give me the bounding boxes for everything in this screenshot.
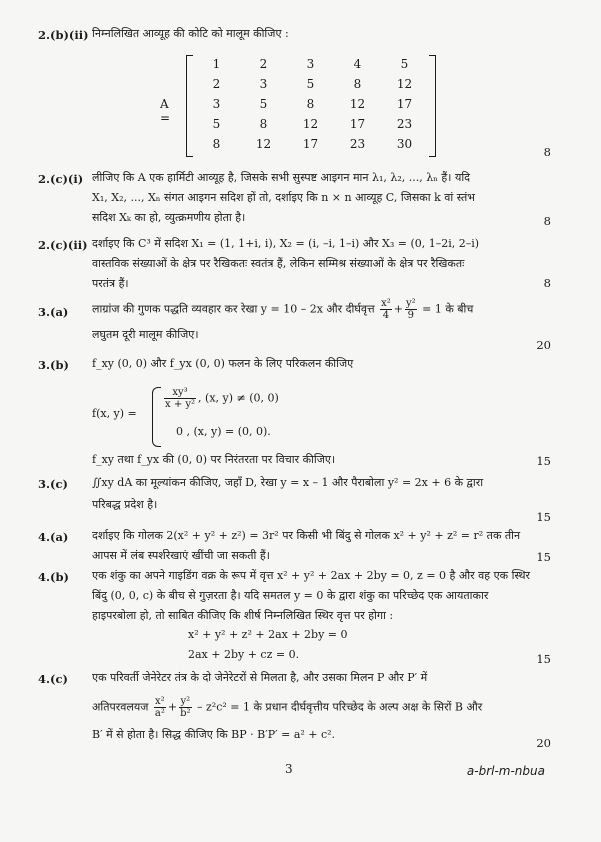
text-line: लघुतम दूरी मालूम कीजिए। [92, 328, 199, 341]
matrix-cell: 12 [302, 117, 319, 131]
matrix-cell: 1 [212, 57, 221, 71]
fraction [380, 298, 392, 321]
question-text [92, 168, 551, 228]
question-number: 3.(a) [38, 305, 69, 319]
right-bracket [429, 55, 436, 157]
text-line: हाइपरबोला हो, तो साबित कीजिए कि शीर्ष निम्नलिखित स्थिर वृत्त पर होगा : [92, 609, 394, 622]
question-text [92, 526, 551, 566]
question-number: 3.(b) [38, 358, 69, 372]
matrix-cell: 4 [353, 57, 362, 71]
question-number: 2.(c)(ii) [38, 238, 88, 252]
text-line: B′ में से होता है। सिद्ध कीजिए कि BP · B′P′ = a² + c². [92, 728, 336, 741]
text-span: = 1 के बीच [422, 302, 474, 316]
marks: 8 [543, 214, 551, 228]
matrix-cell: 17 [396, 97, 413, 111]
marks: 15 [536, 550, 551, 564]
question-text [92, 234, 551, 294]
brace [152, 387, 161, 447]
matrix-cell: 12 [255, 137, 272, 151]
numerator: y² [180, 696, 191, 707]
matrix-cell: 12 [349, 97, 366, 111]
matrix-cell: 5 [306, 77, 315, 91]
matrix-cell: 8 [212, 137, 221, 151]
numerator: x² [155, 696, 165, 707]
question-text [92, 473, 551, 515]
matrix-cell: 3 [306, 57, 315, 71]
page-number: 3 [285, 762, 293, 776]
case-2: 0 , (x, y) = (0, 0). [176, 425, 271, 438]
matrix-cell: 5 [212, 117, 221, 131]
text-line: परिबद्ध प्रदेश है। [92, 498, 158, 511]
text-line: दर्शाइए कि गोलक 2(x² + y² + z²) = 3r² पर किसी भी बिंदु से गोलक x² + y² + z² = r² तक तीन [92, 529, 521, 542]
marks: 8 [543, 276, 551, 290]
question-text: f_xy तथा f_yx की (0, 0) पर निरंतरता पर विचार कीजिए। [92, 453, 336, 466]
matrix-cell: 3 [212, 97, 221, 111]
matrix-cell: 2 [259, 57, 268, 71]
question-number: 3.(c) [38, 477, 68, 491]
matrix-cell: 12 [396, 77, 413, 91]
text-line: दर्शाइए कि C³ में सदिश X₁ = (1, 1+i, i), X₂ = (i, –i, 1–i) और X₃ = (0, 1–2i, 2–i) [92, 237, 480, 250]
marks: 15 [536, 454, 551, 468]
text-line: वास्तविक संख्याओं के क्षेत्र पर रैखिकतः स्वतंत्र हैं, लेकिन सम्मिश्र संख्याओं के क्षेत्र पर रैखिकतः [92, 257, 465, 270]
condition: , (x, y) ≠ (0, 0) [198, 391, 279, 405]
question-number: 2.(c)(i) [38, 172, 84, 186]
text-line: एक परिवर्ती जेनेरेटर तंत्र के दो जेनेरेटरों से मिलता है, और उसका मिलन P और P′ में [92, 671, 428, 684]
case-1 [162, 387, 279, 410]
matrix-cell: 17 [302, 137, 319, 151]
denominator: x + y² [165, 399, 196, 410]
matrix-cell: 3 [259, 77, 268, 91]
text-line: परतंत्र हैं। [92, 277, 129, 290]
matrix-cell: 5 [400, 57, 409, 71]
denominator: a² [154, 708, 165, 719]
matrix-cell: 8 [306, 97, 315, 111]
marks: 8 [543, 145, 551, 159]
question-number: 2.(b)(ii) [38, 28, 89, 42]
matrix-cell: 8 [259, 117, 268, 131]
equation: 2ax + 2by + cz = 0. [188, 648, 300, 661]
text-span: लाग्रांज की गुणक पद्धति व्यवहार कर रेखा y = 10 – 2x और दीर्घवृत्त [92, 302, 375, 316]
fraction [405, 298, 417, 321]
question-text [92, 298, 551, 345]
question-number: 4.(b) [38, 570, 69, 584]
matrix-cell: 8 [353, 77, 362, 91]
matrix-cell: 2 [212, 77, 221, 91]
marks: 15 [536, 652, 551, 666]
marks: 20 [536, 338, 551, 352]
matrix-cell: 17 [349, 117, 366, 131]
fraction [154, 696, 166, 719]
denominator: 4 [382, 310, 390, 321]
text-line: सदिश Xₖ का हो, व्युत्क्रमणीय होता है। [92, 211, 246, 224]
text-line: लीजिए कि A एक हार्मिटी आव्यूह है, जिसके सभी सुस्पष्ट आइगन मान λ₁, λ₂, ..., λₙ हैं। यदि [92, 171, 471, 184]
text-line: लाग्रांज की गुणक पद्धति व्यवहार कर रेखा y = 10 – 2x और दीर्घवृत्त $\frac{\text{x²}}{4}$ + $\frac{\text{y²}}{9}$ = 1 के बीच [92, 298, 474, 321]
marks: 20 [536, 736, 551, 750]
matrix-grid [193, 57, 428, 157]
matrix-cell: 5 [259, 97, 268, 111]
matrix-cell: 23 [396, 117, 413, 131]
question-text: f_xy (0, 0) और f_yx (0, 0) फलन के लिए परिकलन कीजिए [92, 357, 354, 370]
text-span: – z²c² = 1 के प्रधान दीर्घवृत्तीय परिच्छेद के अल्प अक्ष के सिरों B और [197, 700, 483, 714]
question-text [92, 566, 551, 626]
fraction [179, 696, 191, 719]
question-text: निम्नलिखित आव्यूह की कोटि को मालूम कीजिए : [92, 27, 289, 40]
text-line: बिंदु (0, 0, c) के बीच से गुज़रता है। यदि समतल y = 0 के द्वारा शंकु का परिच्छेद एक आयताकार [92, 589, 489, 602]
text-line: X₁, X₂, ..., Xₙ संगत आइगन सदिश हों तो, दर्शाइए कि n × n आव्यूह C, जिसका k वां स्तंभ [92, 191, 475, 204]
equation: x² + y² + z² + 2ax + 2by = 0 [188, 628, 348, 641]
text-span: अतिपरवलयज [92, 700, 149, 714]
fraction [164, 387, 196, 410]
text-line: एक शंकु का अपने गाइडिंग वक्र के रूप में वृत्त x² + y² + 2ax + 2by = 0, z = 0 है और वह एक स्थिर [92, 569, 531, 582]
marks: 15 [536, 510, 551, 524]
matrix-cell: 23 [349, 137, 366, 151]
text-line: अतिपरवलयज $\frac{\text{x²}}{\text{a²}}$ + $\frac{\text{y²}}{\text{b²}}$ – z²c² = 1 के प्रधान दीर्घवृत्तीय परिच्छेद के अल्प अक्ष के सिरों B और [92, 696, 483, 719]
function-lhs: f(x, y) = [92, 407, 137, 420]
question-text [92, 668, 551, 745]
question-number: 4.(a) [38, 530, 69, 544]
denominator: b² [180, 708, 191, 719]
numerator: xy³ [164, 387, 196, 399]
left-bracket [186, 55, 193, 157]
matrix-cell: 30 [396, 137, 413, 151]
matrix-label: A = [160, 97, 171, 125]
question-number: 4.(c) [38, 672, 68, 686]
numerator: y² [405, 298, 416, 309]
text-line: आपस में लंब स्पर्शरेखाएं खींची जा सकती हैं। [92, 549, 270, 562]
paper-code: a-brl-m-nbua [466, 764, 545, 778]
text-line: ∬xy dA का मूल्यांकन कीजिए, जहाँ D, रेखा y = x – 1 और पैराबोला y² = 2x + 6 के द्वारा [92, 476, 484, 489]
numerator: x² [381, 298, 391, 309]
piecewise-function [92, 387, 307, 447]
denominator: 9 [407, 310, 414, 321]
